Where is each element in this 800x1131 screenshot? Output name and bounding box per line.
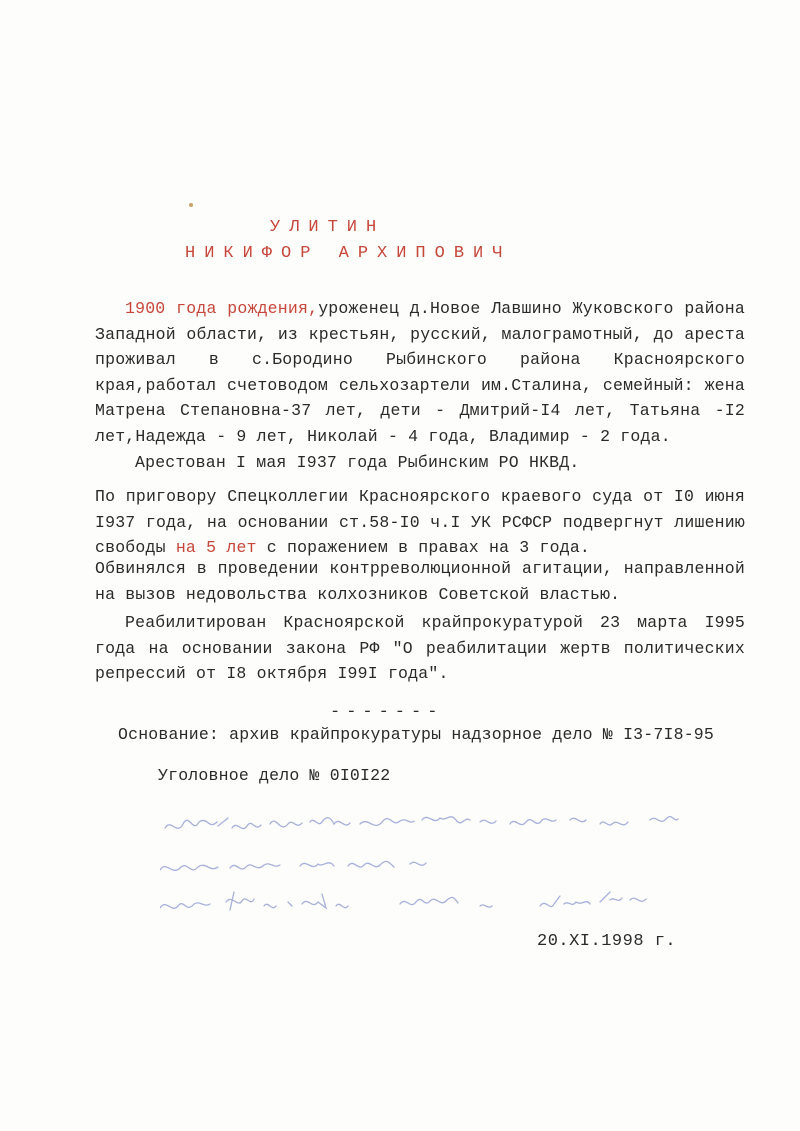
surname-heading: УЛИТИН: [270, 218, 386, 237]
charge-paragraph: Обвинялся в проведении контрреволюционной агитации, направленной на вызов недовольства колхозников Советской властью.: [95, 559, 745, 604]
pencil-handwritten-note-image: [160, 810, 760, 930]
rehabilitation-paragraph: Реабилитирован Красноярской крайпрокуратурой 23 марта I995 года на основании закона РФ "О реабилитации жертв политических репрессий от I8 октября I99I года".: [95, 613, 745, 683]
sentence-text-before: По приговору Спецколлегии Красноярского краевого суда от I0 июня I937 года, на основании ст.58-I0 ч.I УК РСФСР подвергнут лишению свободы: [95, 487, 745, 557]
separator-line: -------: [330, 703, 444, 722]
biography-paragraph: [95, 296, 745, 449]
sentence-paragraph: [95, 484, 745, 561]
sentence-term: на 5 лет: [175, 538, 257, 557]
arrest-paragraph: Арестован I мая I937 года Рыбинским РО НКВД.: [135, 453, 580, 472]
document-date: 20.XI.1998 г.: [537, 932, 677, 951]
sentence-text-after: с поражением в правах на 3 года.: [266, 538, 591, 557]
criminal-case-line: Уголовное дело № 0I0I22: [158, 766, 391, 785]
paper-speck: [189, 203, 193, 207]
biography-text: уроженец д.Новое Лавшино Жуковского района Западной области, из крестьян, русский, малограмотный, до ареста проживал в с.Бородино Рыбинского района Красноярского края,работал счетоводом сельхозартели им.Сталина, семейный: жена Матрена Степановна-37 лет, дети - Дмитрий-I4 лет, Татьяна -I2 лет,Надежда - 9 лет, Николай - 4 года, Владимир - 2 года.: [95, 299, 745, 446]
basis-line: Основание: архив крайпрокуратуры надзорное дело № I3-7I8-95: [118, 725, 714, 744]
given-names-heading: НИКИФОР АРХИПОВИЧ: [185, 244, 512, 263]
birth-year-text: 1900 года рождения,: [125, 299, 319, 318]
